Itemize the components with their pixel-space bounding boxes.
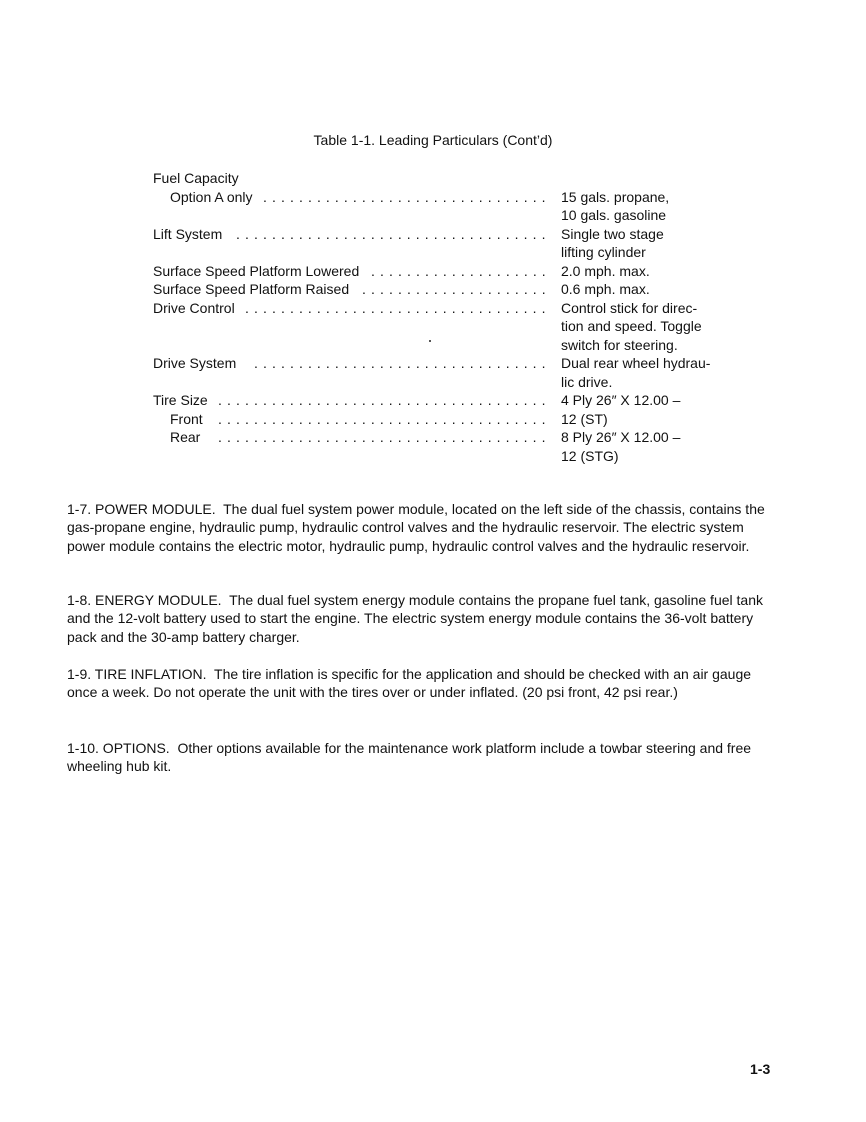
row-value: 15 gals. propane,	[561, 188, 670, 205]
dot-leader: ..................................	[245, 299, 551, 316]
table-row	[153, 280, 753, 298]
table-row	[153, 373, 753, 391]
row-value: Control stick for direc-	[561, 299, 698, 316]
dot-leader: ................................	[263, 188, 551, 205]
table-row	[153, 206, 753, 224]
paragraph-tire-inflation	[67, 665, 777, 702]
row-value: Single two stage	[561, 225, 664, 242]
table-row	[153, 354, 753, 372]
dot-leader: .................................	[254, 355, 551, 371]
table-row	[153, 391, 753, 409]
row-label: Fuel Capacity	[153, 170, 239, 186]
row-label: Drive System	[153, 355, 237, 371]
row-label: Drive Control	[153, 299, 235, 316]
paragraph-text: The dual fuel system power module, located on the left side of the chassis, contains the gas-propane engine, hydraulic pump, hydraulic control valves and the hydraulic reservoir. The electric system power module contains the electric motor, hydraulic pump, hydraulic control valves and the hydraulic reservoir.	[67, 501, 765, 554]
row-value: 10 gals. gasoline	[561, 207, 667, 223]
table-row	[153, 225, 753, 243]
row-label: Front	[170, 410, 203, 427]
row-value: tion and speed. Toggle	[561, 318, 702, 334]
table-row	[153, 262, 753, 280]
row-value: 8 Ply 26″ X 12.00 –	[561, 429, 681, 445]
dot-leader: ...................................	[236, 225, 551, 242]
table-row	[153, 243, 753, 261]
dot-leader: .....................................	[218, 392, 551, 408]
table-row	[153, 188, 753, 206]
paragraph-heading: 1-9. TIRE INFLATION.	[67, 666, 207, 682]
row-value: 12 (ST)	[561, 410, 608, 427]
table-row	[153, 428, 753, 446]
table-row	[153, 447, 753, 465]
table-row	[153, 336, 753, 354]
paragraph-energy-module	[67, 591, 777, 646]
dot-leader: ....................	[371, 262, 551, 279]
row-value: lic drive.	[561, 373, 613, 390]
paragraph-power-module	[67, 500, 777, 555]
row-label: Option A only	[170, 188, 253, 205]
table-row	[153, 299, 753, 317]
paragraph-heading: 1-10. OPTIONS.	[67, 740, 170, 756]
paragraph-text: Other options available for the maintenance work platform include a towbar steering and free wheeling hub kit.	[67, 740, 752, 775]
row-label: Lift System	[153, 225, 223, 242]
dot-leader: .....................	[362, 281, 551, 297]
stray-mark	[429, 340, 431, 342]
paragraph-heading: 1-8. ENERGY MODULE.	[67, 592, 222, 608]
dot-leader: .....................................	[218, 429, 551, 445]
paragraph-options	[67, 739, 777, 776]
paragraph-text: The tire inflation is specific for the application and should be checked with an air gauge once a week. Do not operate the unit with the tires over or under inflated. (20 psi front, 42 psi rear.)	[67, 666, 752, 701]
table-row	[153, 169, 753, 187]
paragraph-heading: 1-7. POWER MODULE.	[67, 501, 216, 517]
row-value: 2.0 mph. max.	[561, 262, 650, 279]
table-row	[153, 410, 753, 428]
paragraph-text: The dual fuel system energy module contains the propane fuel tank, gasoline fuel tank and the 12-volt battery used to start the engine. The electric system energy module contains the 36-volt battery pack and the 30-amp battery charger.	[67, 592, 763, 645]
table-caption: Table 1-1. Leading Particulars (Cont’d)	[313, 132, 553, 148]
row-label: Surface Speed Platform Raised	[153, 281, 350, 297]
row-label: Tire Size	[153, 392, 208, 408]
row-value: switch for steering.	[561, 336, 678, 353]
row-value: lifting cylinder	[561, 244, 646, 260]
dot-leader: .....................................	[218, 410, 551, 427]
row-value: 12 (STG)	[561, 447, 619, 464]
row-label: Surface Speed Platform Lowered	[153, 262, 360, 279]
row-value: 0.6 mph. max.	[561, 281, 650, 297]
page-number: 1-3	[750, 1061, 771, 1077]
row-value: Dual rear wheel hydrau-	[561, 355, 711, 371]
row-label: Rear	[170, 429, 201, 445]
row-value: 4 Ply 26″ X 12.00 –	[561, 392, 681, 408]
table-row	[153, 317, 753, 335]
